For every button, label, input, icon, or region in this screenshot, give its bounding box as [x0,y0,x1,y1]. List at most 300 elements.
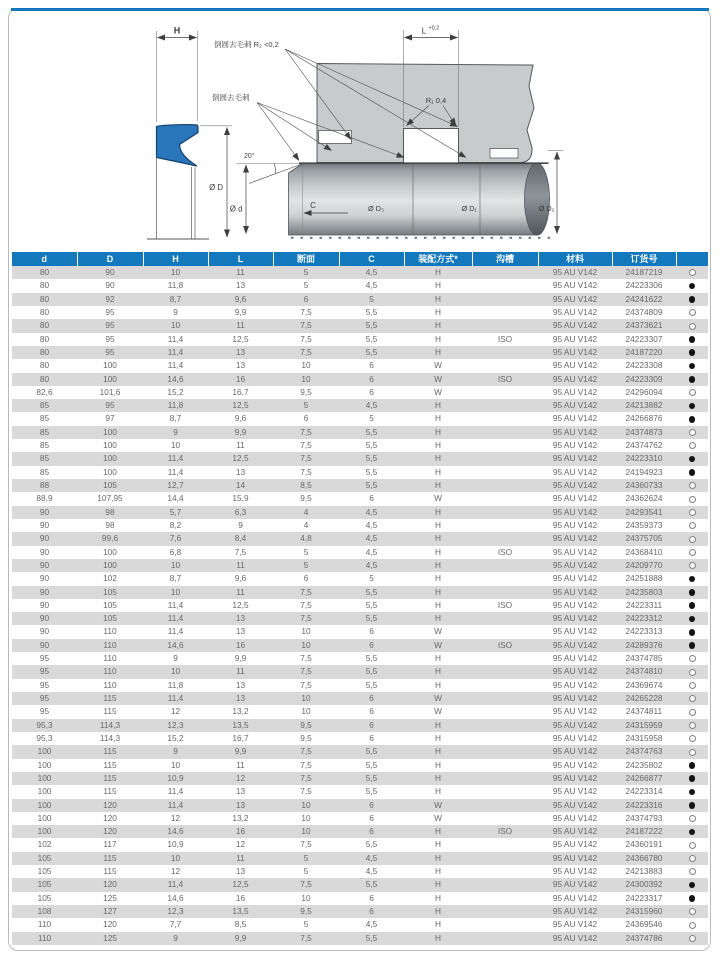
table-cell: 13 [235,799,246,810]
table-cell: 4,5 [365,866,378,877]
table-row [12,705,708,718]
table-cell: 24374785 [625,653,663,664]
table-cell: H [435,653,441,664]
dia-D3-label: Ø D₃ [368,204,384,213]
table-cell: 95 AU V142 [552,280,598,291]
table-cell: 90 [39,519,50,530]
table-cell [472,319,538,332]
table-cell: 95 AU V142 [552,440,598,451]
table-cell: 24223309 [625,373,663,384]
table-cell: 5,5 [365,346,378,357]
rod-end-face [525,163,550,235]
table-cell: 10 [301,373,311,384]
table-cell: H [435,426,441,437]
table-cell [472,745,538,758]
table-cell: 100 [37,826,52,837]
table-cell: 108 [37,906,52,916]
table-cell: 11,4 [167,613,184,624]
table-cell: 80 [39,267,50,277]
table-cell: 95 AU V142 [552,932,598,943]
table-cell: 5,5 [365,586,378,597]
table-cell: 95 AU V142 [552,839,598,850]
table-cell [472,532,538,545]
table-cell: 5,5 [365,599,378,610]
table-cell: 7,5 [300,306,312,317]
table-cell: 100 [37,772,52,783]
table-cell: H [435,666,441,677]
table-cell: 120 [103,812,117,823]
table-cell: 11,4 [167,786,184,797]
table-cell: 9 [173,653,178,664]
open-dot-icon [689,735,696,742]
table-cell: H [435,852,441,863]
table-cell: 11 [236,267,245,277]
table-cell [472,586,538,599]
table-cell: 10 [170,852,181,863]
table-cell: 95 AU V142 [552,892,598,903]
table-cell: 9,5 [300,386,312,397]
table-cell: 9,5 [300,493,312,504]
table-row [12,452,708,465]
l-tolerance-label: +0,2 [428,25,440,32]
table-row [12,905,708,918]
table-cell: 110 [103,639,117,650]
table-cell [472,412,538,425]
open-dot-icon [689,482,696,489]
table-cell [472,279,538,292]
table-cell: 11,4 [167,466,184,477]
table-cell: 95 AU V142 [552,919,598,930]
table-row [12,373,708,386]
table-cell: 10,9 [167,839,184,850]
table-cell: 110 [103,653,117,664]
table-cell: 9 [173,426,178,437]
table-row [12,506,708,519]
table-cell: 5,5 [365,932,378,943]
table-cell: 95 AU V142 [552,320,598,331]
table-cell: 117 [103,839,117,850]
table-cell: 12,3 [167,719,184,730]
housing-section [317,64,534,163]
open-dot-icon [689,842,696,849]
table-cell: ISO [497,333,513,344]
table-row [12,852,708,865]
table-row [12,439,708,452]
table-cell: H [435,440,441,451]
table-cell: 90 [105,267,115,277]
table-cell: 95 AU V142 [552,546,598,557]
table-cell: W [434,799,442,810]
table-cell: 6 [303,293,309,304]
open-dot-icon [689,722,696,729]
table-cell: 85 [39,413,50,424]
filled-dot-icon [689,349,696,356]
table-cell: H [435,293,441,304]
table-cell: 95 AU V142 [552,679,598,690]
table-cell [472,692,538,705]
table-cell: 24374786 [625,932,663,943]
table-cell: 95 AU V142 [552,826,598,837]
table-cell: 15,9 [232,493,249,504]
dia-d-label: Ø d [229,204,243,214]
table-cell: 120 [103,919,117,930]
table-cell: 12 [170,706,181,717]
table-row [12,878,708,891]
table-cell: 95 AU V142 [552,480,598,490]
table-cell: H [435,280,441,291]
filled-dot-icon [689,296,696,303]
table-cell: 105 [103,613,117,624]
table-cell: 10 [301,706,311,717]
table-cell [472,479,538,492]
filled-dot-icon [689,762,696,769]
table-header [12,252,708,266]
table-cell: 13,2 [232,706,249,717]
filled-dot-icon [689,403,696,410]
table-cell [472,652,538,665]
table-cell: 6 [369,493,374,504]
table-cell: 5,5 [365,759,378,770]
table-cell: 5 [303,866,309,877]
table-cell: 11,4 [167,693,184,703]
open-dot-icon [689,709,696,716]
table-cell: 13,5 [232,719,249,730]
table-cell: 11 [236,586,245,597]
table-cell: 24209770 [625,559,663,570]
table-cell: 99,6 [101,533,119,544]
open-dot-icon [689,935,696,942]
table-cell: 90 [39,599,50,610]
table-cell: 6 [369,706,374,717]
table-cell [472,865,538,878]
table-cell: 13,5 [232,906,249,916]
table-cell: 100 [103,360,117,371]
table-cell: 13 [235,613,246,624]
table-cell: 10 [170,267,181,277]
table-cell: 7,5 [300,599,312,610]
table-cell: 92 [105,293,115,304]
table-cell: 5,5 [365,879,378,890]
table-cell: 24374809 [625,306,663,317]
col-header-groove: 沟槽 [472,252,538,266]
table-cell [472,732,538,745]
table-cell: 95,3 [36,732,53,743]
table-cell [472,785,538,798]
table-cell: 14,6 [167,892,184,903]
table-cell: 5,5 [365,306,378,317]
table-cell: 7,5 [300,613,312,624]
table-row [12,266,708,279]
table-row [12,386,708,399]
table-cell: 8,7 [169,413,182,424]
table-cell: H [435,519,441,530]
open-dot-icon [689,442,696,449]
table-cell: 5,5 [365,613,378,624]
table-cell: 24235803 [625,586,663,597]
table-cell: 100 [103,453,117,464]
table-cell: ISO [497,599,513,610]
h-dim-label: H [173,25,181,36]
table-cell: 95 AU V142 [552,533,598,544]
table-cell: 7,5 [300,879,312,890]
table-cell: 90 [39,613,50,624]
table-cell: H [435,480,441,490]
table-cell [472,892,538,905]
table-cell [472,266,538,279]
table-cell: 9 [173,746,178,757]
table-cell: 4,5 [365,519,378,530]
table-cell: 5 [303,559,309,570]
table-cell: 6 [369,373,374,384]
table-cell: 10 [170,586,181,597]
filled-dot-icon [689,629,696,636]
table-cell: 120 [103,826,117,837]
table-row [12,799,708,812]
table-cell: 6 [369,799,374,810]
table-cell: 13 [235,679,246,690]
filled-dot-icon [689,789,696,796]
table-cell: 110 [103,626,117,637]
table-cell: 9 [173,306,178,317]
table-cell: 16 [235,826,246,837]
table-row [12,546,708,559]
dia-D1-label: Ø D₁ [461,204,477,213]
table-cell: 127 [103,906,117,916]
table-cell: 4,8 [300,533,312,544]
table-cell: 5,5 [365,746,378,757]
c-dim-label: C [310,201,316,210]
table-cell: 100 [37,812,52,823]
deburr-note-side: 倒圆去毛刺 [212,93,250,102]
table-cell: 24265228 [625,693,663,703]
table-cell: 95 AU V142 [552,373,598,384]
table-cell [472,346,538,359]
table-cell [472,878,538,891]
table-cell: 5,5 [365,786,378,797]
open-dot-icon [689,855,696,862]
table-cell: 6,8 [169,546,182,557]
table-cell [472,838,538,851]
table-cell: 12,5 [232,599,249,610]
open-dot-icon [689,389,696,396]
table-cell: 85 [39,440,50,451]
table-cell: 9,6 [234,293,247,304]
table-cell: 4,5 [365,559,378,570]
table-cell: 24374763 [625,746,663,757]
table-cell: 80 [39,306,50,317]
table-cell: 24266877 [625,772,663,783]
table-row [12,346,708,359]
table-cell: 24223312 [625,613,663,624]
table-cell: 24373621 [625,320,663,331]
table-cell: 90 [39,573,50,584]
housing-step-notch [319,131,352,144]
table-cell: 24359373 [625,519,663,530]
table-cell: 5,5 [365,666,378,677]
table-cell: 7,5 [300,586,312,597]
open-dot-icon [689,562,696,569]
table-cell: 100 [37,759,52,770]
table-cell: 24223313 [625,626,663,637]
table-cell [472,665,538,678]
table-cell: 13 [235,346,246,357]
table-cell: 90 [39,626,50,637]
open-dot-icon [689,522,696,529]
table-cell: 115 [103,759,117,770]
table-cell: 9,5 [300,719,312,730]
table-cell: H [435,932,441,943]
table-row [12,333,708,346]
table-cell: W [434,360,442,371]
table-cell: 10 [301,799,311,810]
table-cell: 24293541 [625,506,663,517]
table-cell: 5,7 [169,506,182,517]
table-cell: 90 [39,559,50,570]
table-cell: 5,5 [365,480,378,490]
table-cell: 9,9 [234,932,247,943]
table-cell: 105 [103,599,117,610]
open-dot-icon [689,922,696,929]
table-cell: 5,5 [365,320,378,331]
rod [289,163,537,235]
table-row [12,732,708,745]
table-cell: 4,5 [365,852,378,863]
open-dot-icon [689,323,696,330]
table-cell: 95 AU V142 [552,599,598,610]
table-cell: 11,8 [167,400,184,411]
table-cell: 7,5 [300,346,312,357]
open-dot-icon [689,269,696,276]
table-cell: 13 [235,866,246,877]
table-cell: 13 [235,466,246,477]
table-cell: 24366780 [625,852,663,863]
table-cell: 6 [303,413,309,424]
table-cell: 13 [235,626,246,637]
table-cell [472,812,538,825]
table-cell: 24374762 [625,440,663,451]
table-cell: 8,2 [169,519,182,530]
table-cell: 14,4 [167,493,184,504]
table-cell: H [435,559,441,570]
table-row [12,932,708,945]
filled-dot-icon [689,616,696,623]
table-cell: 24187219 [625,267,663,277]
table-cell: 100 [103,466,117,477]
size-table [12,252,708,945]
table-cell: 9,9 [234,426,247,437]
table-cell: 7,5 [300,746,312,757]
table-cell: 4,5 [365,533,378,544]
table-cell: H [435,346,441,357]
table-cell: 24223310 [625,453,663,464]
table-cell: 95 AU V142 [552,413,598,424]
filled-dot-icon [689,602,696,609]
table-cell: 95 AU V142 [552,906,598,916]
table-row [12,586,708,599]
table-cell: 95 AU V142 [552,333,598,344]
table-cell: 80 [39,293,50,304]
table-cell: 95 AU V142 [552,400,598,411]
table-cell: W [434,639,442,650]
open-dot-icon [689,908,696,915]
table-cell: 125 [103,932,117,943]
table-row [12,466,708,479]
table-cell: 100 [103,426,117,437]
table-cell: 24213883 [625,866,663,877]
chamfer-angle-arc [274,164,276,174]
table-row [12,665,708,678]
filled-dot-icon [689,576,696,583]
table-cell: 6 [303,573,309,584]
table-cell: 6 [369,360,374,371]
table-cell: 95 AU V142 [552,466,598,477]
table-cell: 13 [235,693,246,703]
filled-dot-icon [689,642,696,649]
table-cell: 95 AU V142 [552,293,598,304]
table-cell: 95 [39,666,50,677]
open-dot-icon [689,749,696,756]
table-cell: 100 [37,799,52,810]
table-row [12,892,708,905]
table-cell: H [435,267,441,277]
table-cell: 90 [105,280,115,291]
table-cell: H [435,772,441,783]
table-cell: 24360191 [625,839,663,850]
table-cell: 7,5 [300,453,312,464]
table-cell: 16 [235,639,246,650]
table-cell: 24315960 [625,906,663,916]
table-cell: 11,4 [167,346,184,357]
table-cell: 95 AU V142 [552,573,598,584]
table-cell: 4,5 [365,400,378,411]
table-cell: 10 [301,892,311,903]
table-cell: 115 [103,786,117,797]
table-cell: W [434,693,442,703]
table-cell: 95 AU V142 [552,519,598,530]
table-cell: 95 AU V142 [552,346,598,357]
table-cell: 12,7 [167,480,184,490]
table-cell [472,506,538,519]
table-cell: 82,6 [36,386,53,397]
table-cell: 100 [103,440,117,451]
open-dot-icon [689,669,696,676]
table-cell: 95 [105,333,115,344]
table-cell: 85 [39,466,50,477]
table-cell: 105 [37,852,52,863]
table-cell: 24296094 [625,386,663,397]
table-cell [472,466,538,479]
table-cell: 6 [369,732,374,743]
table-cell: 110 [103,666,117,677]
table-cell: 120 [103,799,117,810]
table-cell: 95 AU V142 [552,866,598,877]
table-cell: 95 AU V142 [552,559,598,570]
table-cell: 115 [103,746,117,757]
table-cell: 105 [103,586,117,597]
table-cell: 95 AU V142 [552,506,598,517]
table-cell: 95 [39,706,50,717]
table-cell: 115 [103,852,117,863]
table-row [12,719,708,732]
table-cell: 95 AU V142 [552,706,598,717]
dia-D2-label: Ø D₂ [538,204,555,213]
table-cell: 11,4 [167,879,184,890]
table-cell [472,426,538,439]
table-cell: 11,4 [167,333,184,344]
table-cell: 9 [173,932,178,943]
table-cell: 95 AU V142 [552,746,598,757]
table-cell: 100 [103,559,117,570]
